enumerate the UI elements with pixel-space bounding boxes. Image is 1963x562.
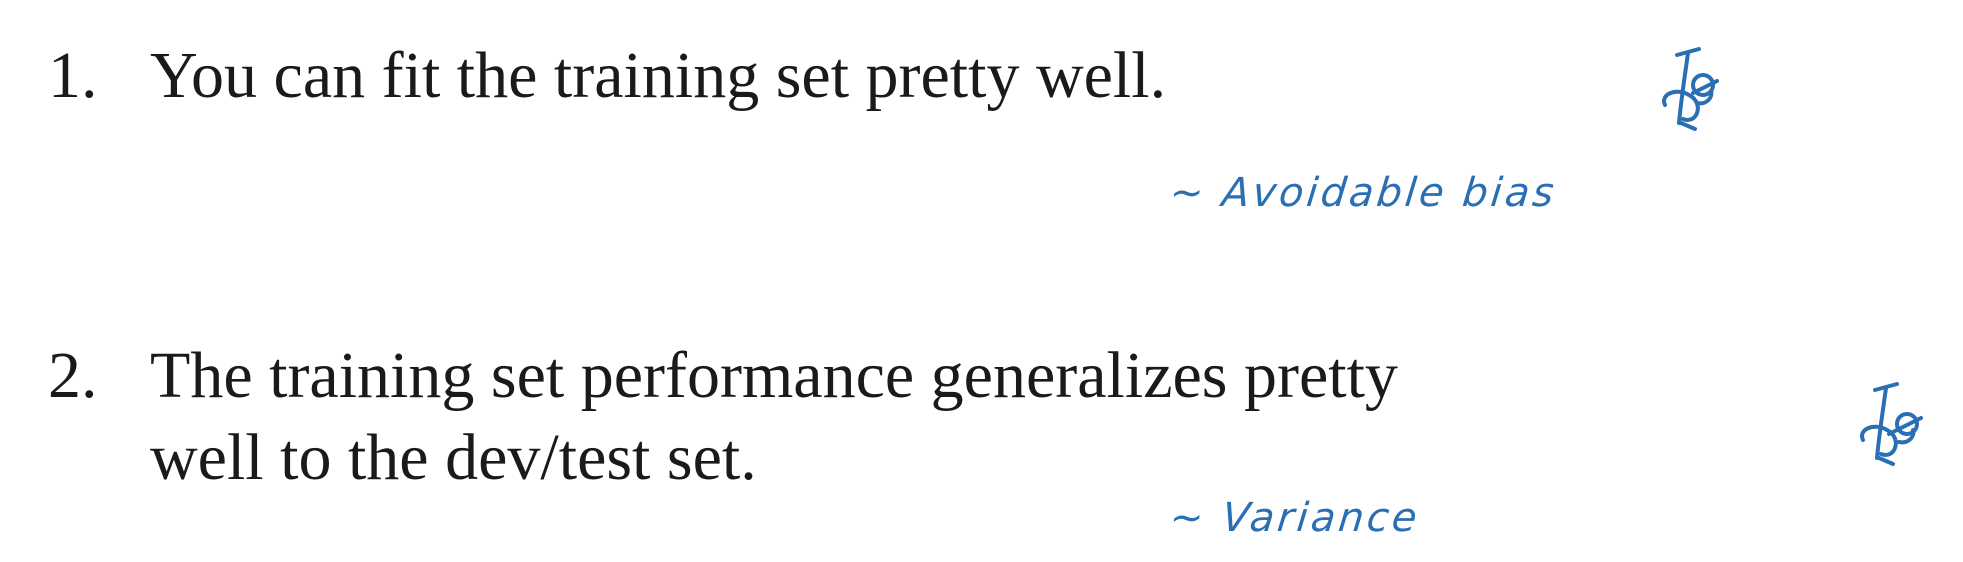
item-2-line-2: well to the dev/test set. (150, 421, 757, 494)
knob-doodle-icon (1655, 45, 1735, 135)
item-2-line-1: The training set performance generalizes pretty (150, 339, 1398, 412)
handwritten-note-avoidable-bias: ~ Avoidable bias (1167, 170, 1559, 216)
item-1-text: You can fit the training set pretty well. (150, 39, 1167, 112)
item-2-text (150, 335, 1398, 499)
knob-doodle-icon (1855, 380, 1935, 470)
handwritten-note-variance: ~ Variance (1167, 495, 1422, 541)
item-1-number: 1. (48, 39, 98, 112)
item-2-number: 2. (48, 339, 98, 412)
